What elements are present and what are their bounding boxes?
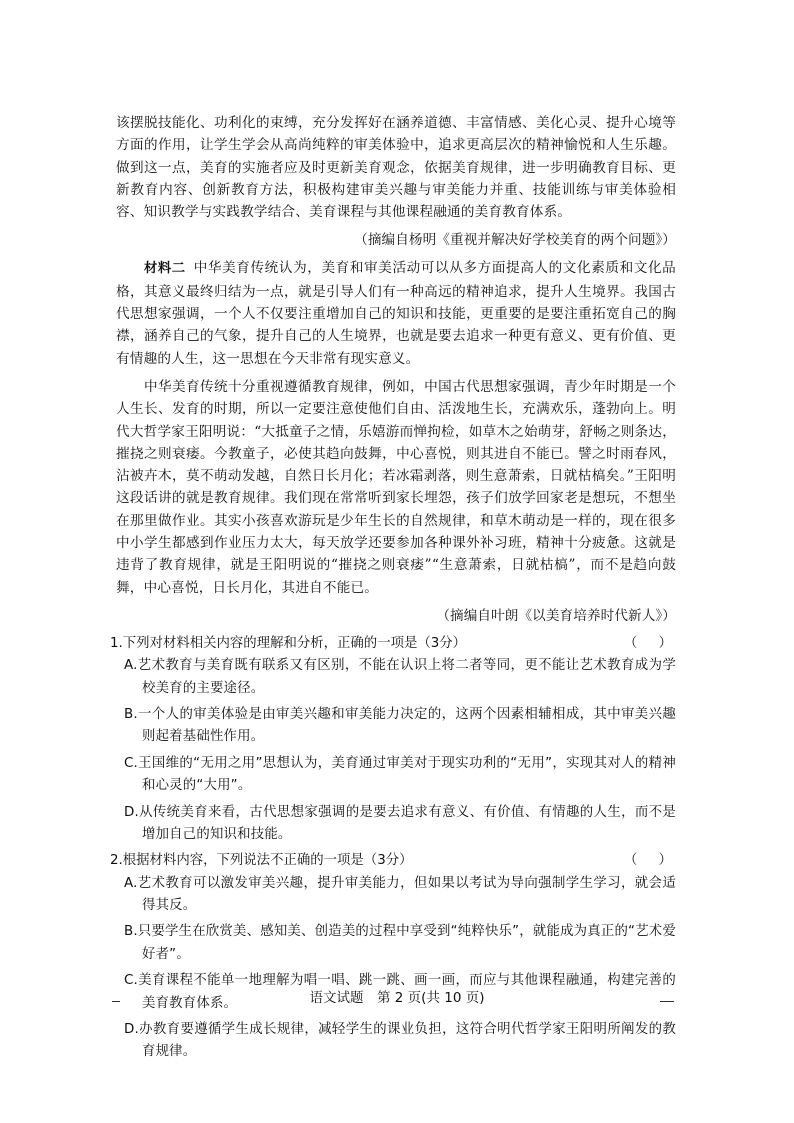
material2-label: 材料二 [144,261,186,277]
material2-paragraph-1 [116,257,676,369]
left-crop-mark [112,1001,120,1002]
question-2 [110,850,676,1063]
material2-paragraph-1-text: 中华美育传统认为，美育和审美活动可以从多方面提高人的文化素质和文化品格，其意义最终归结为一点，就是引导人们有一种高远的精神追求，提升人生境界。我国古代思想家强调，一个人不仅要注重增加自己的知识和技能，更重要的是要注重拓宽自己的胸襟，涵养自己的气象，提升自己的人生境界，也就是要去追求一种更有意义、更有价值、更有情趣的人生，这一思想在今天非常有现实意义。 [116,260,676,367]
question-1-stem-row [110,633,676,655]
question-1 [110,633,676,846]
question-1-option-a[interactable]: A.艺术教育与美育既有联系又有区别，不能在认识上将二者等同，更不能让艺术教育成为学校美育的主要途径。 [124,658,676,696]
question-2-option-a[interactable]: A.艺术教育可以激发审美兴趣，提升审美能力，但如果以考试为导向强制学生学习，就会适得其反。 [124,875,676,913]
question-1-option-b[interactable]: B.一个人的审美体验是由审美兴趣和审美能力决定的，这两个因素相辅相成，其中审美兴趣则起着基础性作用。 [124,706,676,745]
material1-citation: （摘编自杨明《重视并解决好学校美育的两个问题》） [354,232,676,249]
material2-paragraph-2: 中华美育传统十分重视遵循教育规律，例如，中国古代思想家强调，青少年时期是一个人生长、发育的时期，所以一定要注意使他们自由、活泼地生长，充满欢乐，蓬勃向上。明代大哲学家王阳明说：“大抵童子之情，乐嬉游而惮拘检，如草木之始萌芽，舒畅之则条达，摧挠之则衰痿。今教童子，必使其趋向鼓舞，中心喜悦，则其进自不能已。譬之时雨春风，沾被卉木，莫不萌动发越，自然日长月化；若冰霜剥落，则生意萧索，日就枯槁矣。”王阳明这段话讲的就是教育规律。我们现在常常听到家长埋怨，孩子们放学回家老是想玩，不想坐在那里做作业。其实小孩喜欢游玩是少年生长的自然规律，和草木萌动是一样的，现在很多中小学生都感到作业压力太大，每天放学还要参加各种课外补习班，精神十分疲惫。这就是违背了教育规律，就是王阳明说的“摧挠之则衰痿”“生意萧索，日就枯槁”，而不是趋向鼓舞，中心喜悦，日长月化，其进自不能已。 [116,378,676,596]
question-2-stem: 2.根据材料内容，下列说法不正确的一项是（3分） [110,853,413,869]
material2-citation: （摘编自叶朗《以美育培养时代新人》） [436,607,676,624]
question-2-option-d[interactable]: D.办教育要遵循学生成长规律，减轻学生的课业负担，这符合明代哲学家王阳明所阐发的教育规律。 [124,1022,676,1060]
question-2-option-c[interactable]: C.美育课程不能单一地理解为唱一唱、跳一跳、画一画，而应与其他课程融通，构建完善的美育教育体系。 [124,973,676,1011]
material1-paragraph: 该摆脱技能化、功利化的束缚，充分发挥好在涵养道德、丰富情感、美化心灵、提升心境等方面的作用，让学生学会从高尚纯粹的审美体验中，追求更高层次的精神愉悦和人生乐趣。做到这一点，美育的实施者应及时更新美育观念，依据美育规律，进一步明确教育目标、更新教育内容、创新教育方法，积极构建审美兴趣与审美能力并重、技能训练与审美体验相容、知识教学与实践教学结合、美育课程与其他课程融通的美育教育体系。 [116,115,676,221]
question-2-answer-bracket[interactable]: （ ） [623,853,676,869]
question-1-option-d[interactable]: D.从传统美育来看，古代思想家强调的是要去追求有意义、有价值、有情趣的人生，而不是增加自己的知识和技能。 [124,804,676,842]
question-1-answer-bracket[interactable]: （ ） [623,635,676,651]
right-crop-mark [660,1001,674,1002]
question-1-stem: 1.下列对材料相关内容的理解和分析，正确的一项是（3分） [110,635,467,651]
question-2-option-b[interactable]: B.只要学生在欣赏美、感知美、创造美的过程中享受到“纯粹快乐”，就能成为真正的“艺术爱好者”。 [124,924,676,962]
question-2-stem-row [110,850,676,872]
page-footer: 语文试题 第 2 页(共 10 页) [309,990,485,1006]
exam-page-content [110,112,676,1060]
question-1-option-c[interactable]: C.王国维的“无用之用”思想认为，美育通过审美对于现实功利的“无用”，实现其对人的精神和心灵的“大用”。 [124,755,676,794]
